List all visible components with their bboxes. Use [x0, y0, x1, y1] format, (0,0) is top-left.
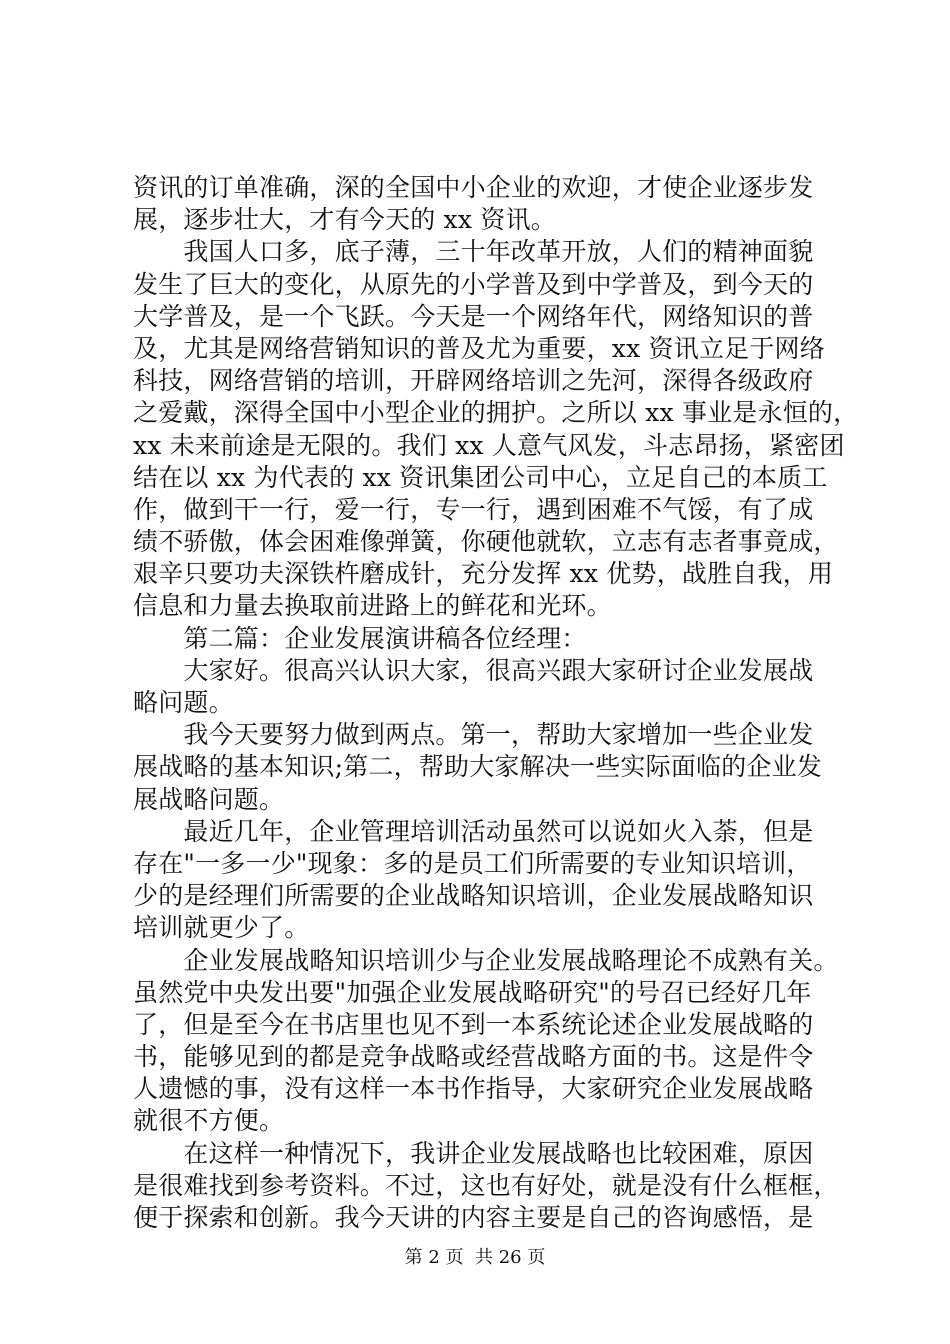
text-line: 作，做到干一行，爱一行，专一行，遇到困难不气馁，有了成: [133, 494, 814, 524]
text-line: 之爱戴，深得全国中小型企业的拥护。之所以 xx 事业是永恒的，: [133, 398, 859, 428]
text-line: 略问题。: [133, 688, 234, 717]
text-line: 展战略的基本知识;第二，帮助大家解决一些实际面临的企业发: [133, 752, 823, 782]
text-line: 就很不方便。: [133, 1106, 285, 1136]
text-line: 我国人口多，底子薄，三十年改革开放，人们的精神面貌: [133, 237, 814, 267]
text-line: xx 未来前途是无限的。我们 xx 人意气风发，斗志昂扬，紧密团: [133, 430, 845, 460]
text-line: 最近几年，企业管理培训活动虽然可以说如火入荼，但是: [133, 816, 814, 846]
text-line: 结在以 xx 为代表的 xx 资讯集团公司中心，立足自己的本质工: [133, 462, 828, 492]
text-line: 人遗憾的事，没有这样一本书作指导，大家研究企业发展战略: [133, 1074, 814, 1104]
section-heading: 第二篇：企业发展演讲稿各位经理：: [133, 623, 587, 653]
text-line: 艰辛只要功夫深铁杵磨成针，充分发挥 xx 优势，战胜自我，用: [133, 559, 834, 589]
text-line: 展战略问题。: [133, 784, 285, 814]
text-line: 虽然党中央发出要"加强企业发展战略研究"的号召已经好几年: [133, 977, 812, 1007]
text-line: 少的是经理们所需要的企业战略知识培训，企业发展战略知识: [133, 881, 814, 911]
document-body: [133, 172, 859, 1234]
text-line: 我今天要努力做到两点。第一，帮助大家增加一些企业发: [133, 720, 814, 750]
text-line: 信息和力量去换取前进路上的鲜花和光环。: [133, 591, 612, 621]
text-line: 科技，网络营销的培训，开辟网络培训之先河，深得各级政府: [133, 366, 814, 396]
text-line: 绩不骄傲，体会困难像弹簧，你硬他就软，立志有志者事竟成，: [133, 527, 839, 557]
text-line: 资讯的订单准确，深的全国中小企业的欢迎，才使企业逐步发: [133, 173, 814, 202]
text-line: 在这样一种情况下，我讲企业发展战略也比较困难，原因: [133, 1138, 814, 1168]
text-line: 了，但是至今在书店里也见不到一本系统论述企业发展战略的: [133, 1009, 814, 1039]
text-line: 是很难找到参考资料。不过，这也有好处，就是没有什么框框，: [133, 1170, 839, 1200]
text-line: 大家好。很高兴认识大家，很高兴跟大家研讨企业发展战: [133, 655, 814, 685]
text-line: 展，逐步壮大，才有今天的 xx 资讯。: [133, 205, 556, 235]
text-line: 书，能够见到的都是竞争战略或经营战略方面的书。这是件令: [133, 1042, 814, 1072]
text-line: 发生了巨大的变化，从原先的小学普及到中学普及，到今天的: [133, 269, 814, 299]
text-line: 培训就更少了。: [133, 913, 310, 943]
text-line: 存在"一多一少"现象：多的是员工们所需要的专业知识培训，: [133, 848, 812, 878]
text-line: 大学普及，是一个飞跃。今天是一个网络年代，网络知识的普: [133, 301, 814, 331]
page-number-footer: [0, 1243, 950, 1269]
text-line: 便于探索和创新。我今天讲的内容主要是自己的咨询感悟，是: [133, 1203, 814, 1232]
text-line: 企业发展战略知识培训少与企业发展战略理论不成熟有关。: [133, 945, 839, 975]
text-line: 及，尤其是网络营销知识的普及尤为重要，xx 资讯立足于网络: [133, 333, 825, 363]
page-number-label: 第 2 页 共 26 页: [404, 1247, 546, 1268]
